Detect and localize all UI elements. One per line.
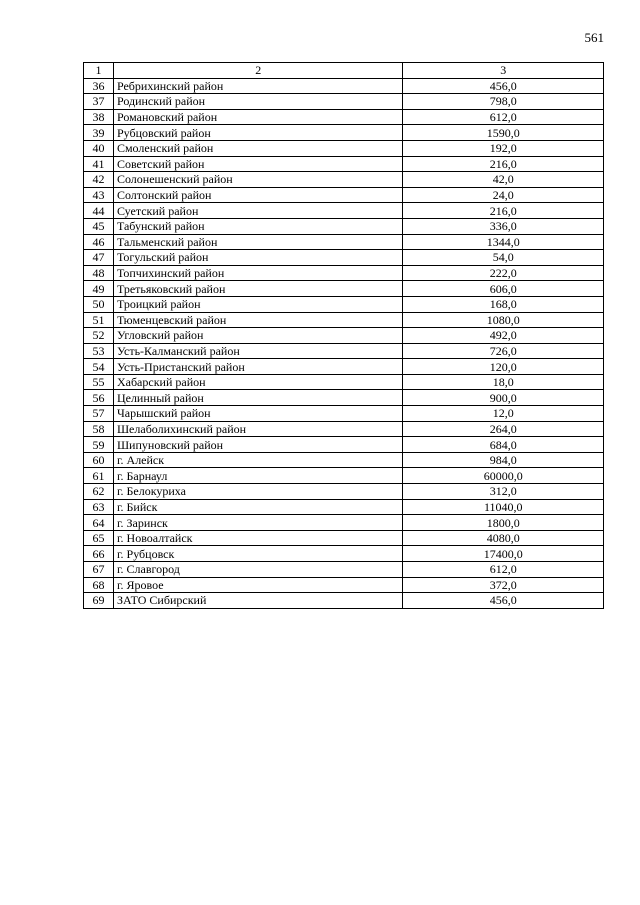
row-value: 1344,0 (403, 234, 604, 250)
row-number: 45 (84, 218, 114, 234)
row-name: Целинный район (113, 390, 403, 406)
row-name: г. Яровое (113, 577, 403, 593)
row-number: 58 (84, 421, 114, 437)
table-row (84, 390, 604, 406)
row-value: 42,0 (403, 172, 604, 188)
table-row (84, 343, 604, 359)
table-row (84, 406, 604, 422)
table-row (84, 265, 604, 281)
table-row (84, 250, 604, 266)
table-row (84, 530, 604, 546)
row-name: г. Славгород (113, 562, 403, 578)
table-row (84, 562, 604, 578)
row-name: г. Рубцовск (113, 546, 403, 562)
row-name: Хабарский район (113, 374, 403, 390)
table-row (84, 234, 604, 250)
row-number: 54 (84, 359, 114, 375)
row-name: г. Алейск (113, 452, 403, 468)
row-name: Тальменский район (113, 234, 403, 250)
row-number: 63 (84, 499, 114, 515)
row-number: 41 (84, 156, 114, 172)
row-number: 59 (84, 437, 114, 453)
row-number: 52 (84, 328, 114, 344)
row-number: 44 (84, 203, 114, 219)
row-number: 64 (84, 515, 114, 531)
table-row (84, 125, 604, 141)
row-number: 55 (84, 374, 114, 390)
row-name: Тюменцевский район (113, 312, 403, 328)
row-number: 60 (84, 452, 114, 468)
row-name: г. Новоалтайск (113, 530, 403, 546)
row-name: Усть-Калманский район (113, 343, 403, 359)
row-value: 612,0 (403, 562, 604, 578)
row-value: 372,0 (403, 577, 604, 593)
row-value: 222,0 (403, 265, 604, 281)
row-number: 47 (84, 250, 114, 266)
row-value: 492,0 (403, 328, 604, 344)
row-value: 312,0 (403, 484, 604, 500)
row-number: 37 (84, 94, 114, 110)
row-number: 66 (84, 546, 114, 562)
table-row (84, 359, 604, 375)
table-header-row (84, 63, 604, 79)
row-number: 61 (84, 468, 114, 484)
table-row (84, 281, 604, 297)
column-header-name: 2 (113, 63, 403, 79)
table-row (84, 187, 604, 203)
row-name: Табунский район (113, 218, 403, 234)
data-table (83, 62, 604, 609)
row-name: Шелаболихинский район (113, 421, 403, 437)
table-row (84, 172, 604, 188)
row-number: 50 (84, 296, 114, 312)
row-number: 65 (84, 530, 114, 546)
column-header-number: 1 (84, 63, 114, 79)
table-row (84, 546, 604, 562)
row-value: 798,0 (403, 94, 604, 110)
table-row (84, 328, 604, 344)
row-name: Смоленский район (113, 140, 403, 156)
table-body (84, 78, 604, 608)
row-name: г. Барнаул (113, 468, 403, 484)
row-number: 69 (84, 593, 114, 609)
row-name: Родинский район (113, 94, 403, 110)
row-value: 17400,0 (403, 546, 604, 562)
row-value: 12,0 (403, 406, 604, 422)
row-number: 43 (84, 187, 114, 203)
table-row (84, 296, 604, 312)
table-row (84, 515, 604, 531)
row-name: г. Заринск (113, 515, 403, 531)
row-number: 46 (84, 234, 114, 250)
table-row (84, 593, 604, 609)
row-name: г. Белокуриха (113, 484, 403, 500)
row-value: 4080,0 (403, 530, 604, 546)
table-row (84, 203, 604, 219)
row-value: 60000,0 (403, 468, 604, 484)
table-row (84, 499, 604, 515)
row-value: 168,0 (403, 296, 604, 312)
row-number: 57 (84, 406, 114, 422)
row-value: 11040,0 (403, 499, 604, 515)
column-header-value: 3 (403, 63, 604, 79)
row-number: 48 (84, 265, 114, 281)
row-number: 62 (84, 484, 114, 500)
table-row (84, 452, 604, 468)
row-name: Романовский район (113, 109, 403, 125)
row-value: 1800,0 (403, 515, 604, 531)
row-value: 192,0 (403, 140, 604, 156)
row-value: 456,0 (403, 78, 604, 94)
row-value: 336,0 (403, 218, 604, 234)
row-value: 456,0 (403, 593, 604, 609)
row-name: Угловский район (113, 328, 403, 344)
row-name: Ребрихинский район (113, 78, 403, 94)
row-name: Усть-Пристанский район (113, 359, 403, 375)
row-name: Тогульский район (113, 250, 403, 266)
page-number: 561 (584, 30, 604, 45)
row-name: Солтонский район (113, 187, 403, 203)
row-value: 726,0 (403, 343, 604, 359)
row-name: Суетский район (113, 203, 403, 219)
row-value: 54,0 (403, 250, 604, 266)
row-name: Солонешенский район (113, 172, 403, 188)
row-number: 39 (84, 125, 114, 141)
row-value: 216,0 (403, 203, 604, 219)
table-row (84, 437, 604, 453)
row-name: Шипуновский район (113, 437, 403, 453)
row-number: 40 (84, 140, 114, 156)
table-row (84, 218, 604, 234)
table-row (84, 421, 604, 437)
row-number: 67 (84, 562, 114, 578)
row-value: 984,0 (403, 452, 604, 468)
row-name: Троицкий район (113, 296, 403, 312)
row-value: 684,0 (403, 437, 604, 453)
row-value: 120,0 (403, 359, 604, 375)
row-value: 264,0 (403, 421, 604, 437)
row-number: 53 (84, 343, 114, 359)
table-row (84, 577, 604, 593)
row-value: 612,0 (403, 109, 604, 125)
row-number: 51 (84, 312, 114, 328)
row-name: Рубцовский район (113, 125, 403, 141)
row-value: 18,0 (403, 374, 604, 390)
row-value: 606,0 (403, 281, 604, 297)
row-name: г. Бийск (113, 499, 403, 515)
row-value: 900,0 (403, 390, 604, 406)
row-value: 1080,0 (403, 312, 604, 328)
table-row (84, 94, 604, 110)
row-number: 42 (84, 172, 114, 188)
row-value: 216,0 (403, 156, 604, 172)
table-row (84, 156, 604, 172)
row-number: 36 (84, 78, 114, 94)
table-row (84, 374, 604, 390)
row-name: Топчихинский район (113, 265, 403, 281)
table-row (84, 140, 604, 156)
table-row (84, 484, 604, 500)
row-name: Советский район (113, 156, 403, 172)
table-row (84, 468, 604, 484)
table-row (84, 78, 604, 94)
row-name: Чарышский район (113, 406, 403, 422)
table-row (84, 109, 604, 125)
row-name: ЗАТО Сибирский (113, 593, 403, 609)
table-row (84, 312, 604, 328)
row-name: Третьяковский район (113, 281, 403, 297)
row-number: 68 (84, 577, 114, 593)
row-number: 38 (84, 109, 114, 125)
row-number: 56 (84, 390, 114, 406)
row-value: 1590,0 (403, 125, 604, 141)
row-number: 49 (84, 281, 114, 297)
row-value: 24,0 (403, 187, 604, 203)
